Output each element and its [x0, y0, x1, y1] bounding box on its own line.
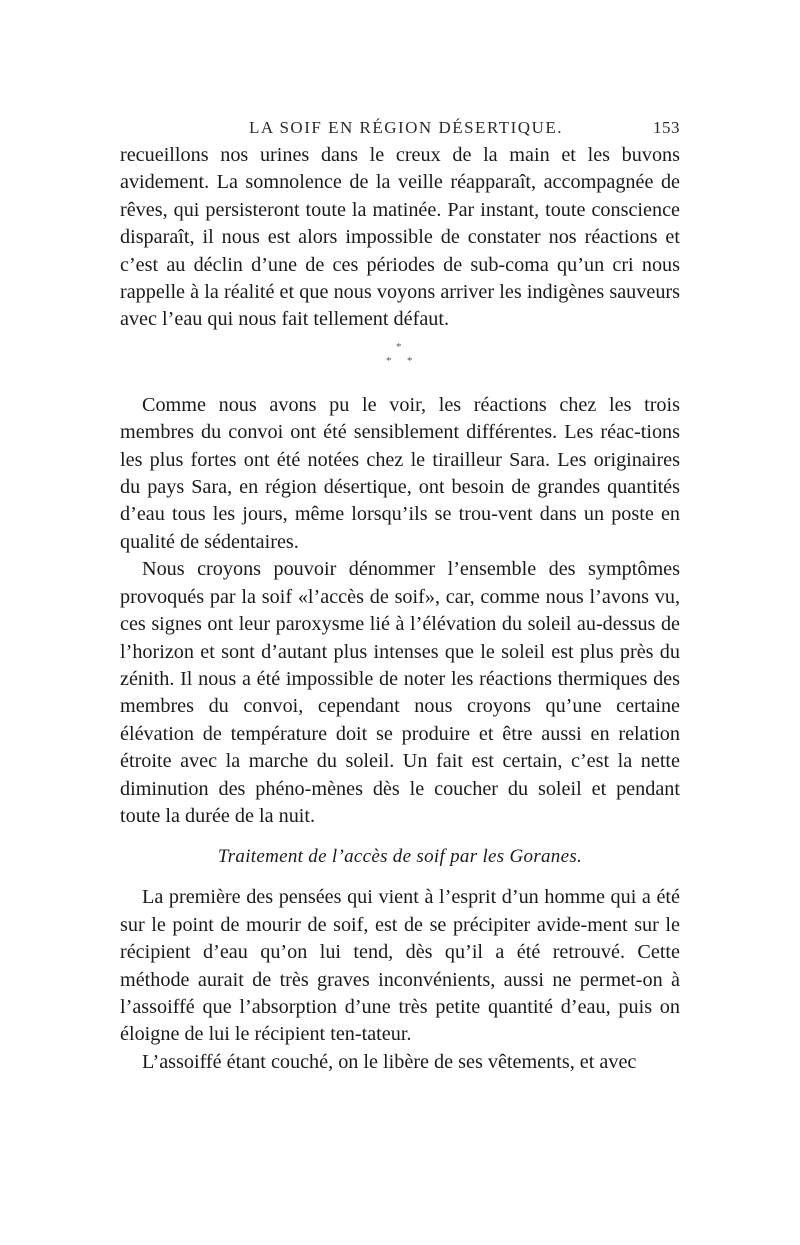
asterisk-icon: * [407, 354, 413, 367]
asterism-separator [120, 338, 680, 386]
paragraph-treatment: La première des pensées qui vient à l’esprit d’un homme qui a été sur le point de mourir de soif, est de se précipiter avide-ment sur le récipient d’eau qu’on lui tend, dès qu’il a été retrouvé. Cette méthode aurait de très graves inconvénients, aussi ne permet-on à l’assoiffé que l’absorption d’une très petite quantité d’eau, puis on éloigne de lui le récipient ten-tateur. [120, 886, 680, 1046]
running-title: LA SOIF EN RÉGION DÉSERTIQUE. [249, 118, 563, 137]
paragraph-continued: recueillons nos urines dans le creux de la main et les buvons avidement. La somnolence de la veille réapparaît, accompagnée de rêves, qui persisteront toute la matinée. Par instant, toute conscience disparaît, il nous est alors impossible de constater nos réactions et c’est au déclin d’une de ces périodes de sub-coma qu’un cri nous rappelle à la réalité et que nous voyons arriver les indigènes sauveurs avec l’eau qui nous fait tellement défaut. [120, 144, 680, 331]
asterisk-icon: * [396, 340, 402, 353]
body-text [120, 142, 680, 1076]
page-number: 153 [653, 118, 680, 137]
paragraph-reactions: Comme nous avons pu le voir, les réactions chez les trois membres du convoi ont été sensiblement différentes. Les réac-tions les plus fortes ont été notées chez le tirailleur Sara. Les originaires du pays Sara, en région désertique, ont besoin de grandes quantités d’eau tous les jours, même lorsqu’ils se trou-vent dans un poste en qualité de sédentaires. [120, 393, 680, 553]
paragraph-acces-de-soif: Nous croyons pouvoir dénommer l’ensemble des symptômes provoqués par la soif «l’accès de soif», car, comme nous l’avons vu, ces signes ont leur paroxysme lié à l’élévation du soleil au-dessus de l’horizon et sont d’autant plus intenses que le soleil est plus près du zénith. Il nous a été impossible de noter les réactions thermiques des membres du convoi, cependant nous croyons qu’une certaine élévation de température doit se produire et être aussi en relation étroite avec la marche du soleil. Un fait est certain, c’est la nette diminution des phéno-mènes dès le coucher du soleil et pendant toute la durée de la nuit. [120, 558, 680, 827]
running-head [120, 112, 680, 142]
paragraph-continues: L’assoiffé étant couché, on le libère de ses vêtements, et avec [142, 1050, 637, 1073]
section-heading: Traitement de l’accès de soif par les Goranes. [217, 846, 583, 868]
asterisk-icon: * [386, 354, 392, 367]
book-page [120, 112, 680, 1076]
